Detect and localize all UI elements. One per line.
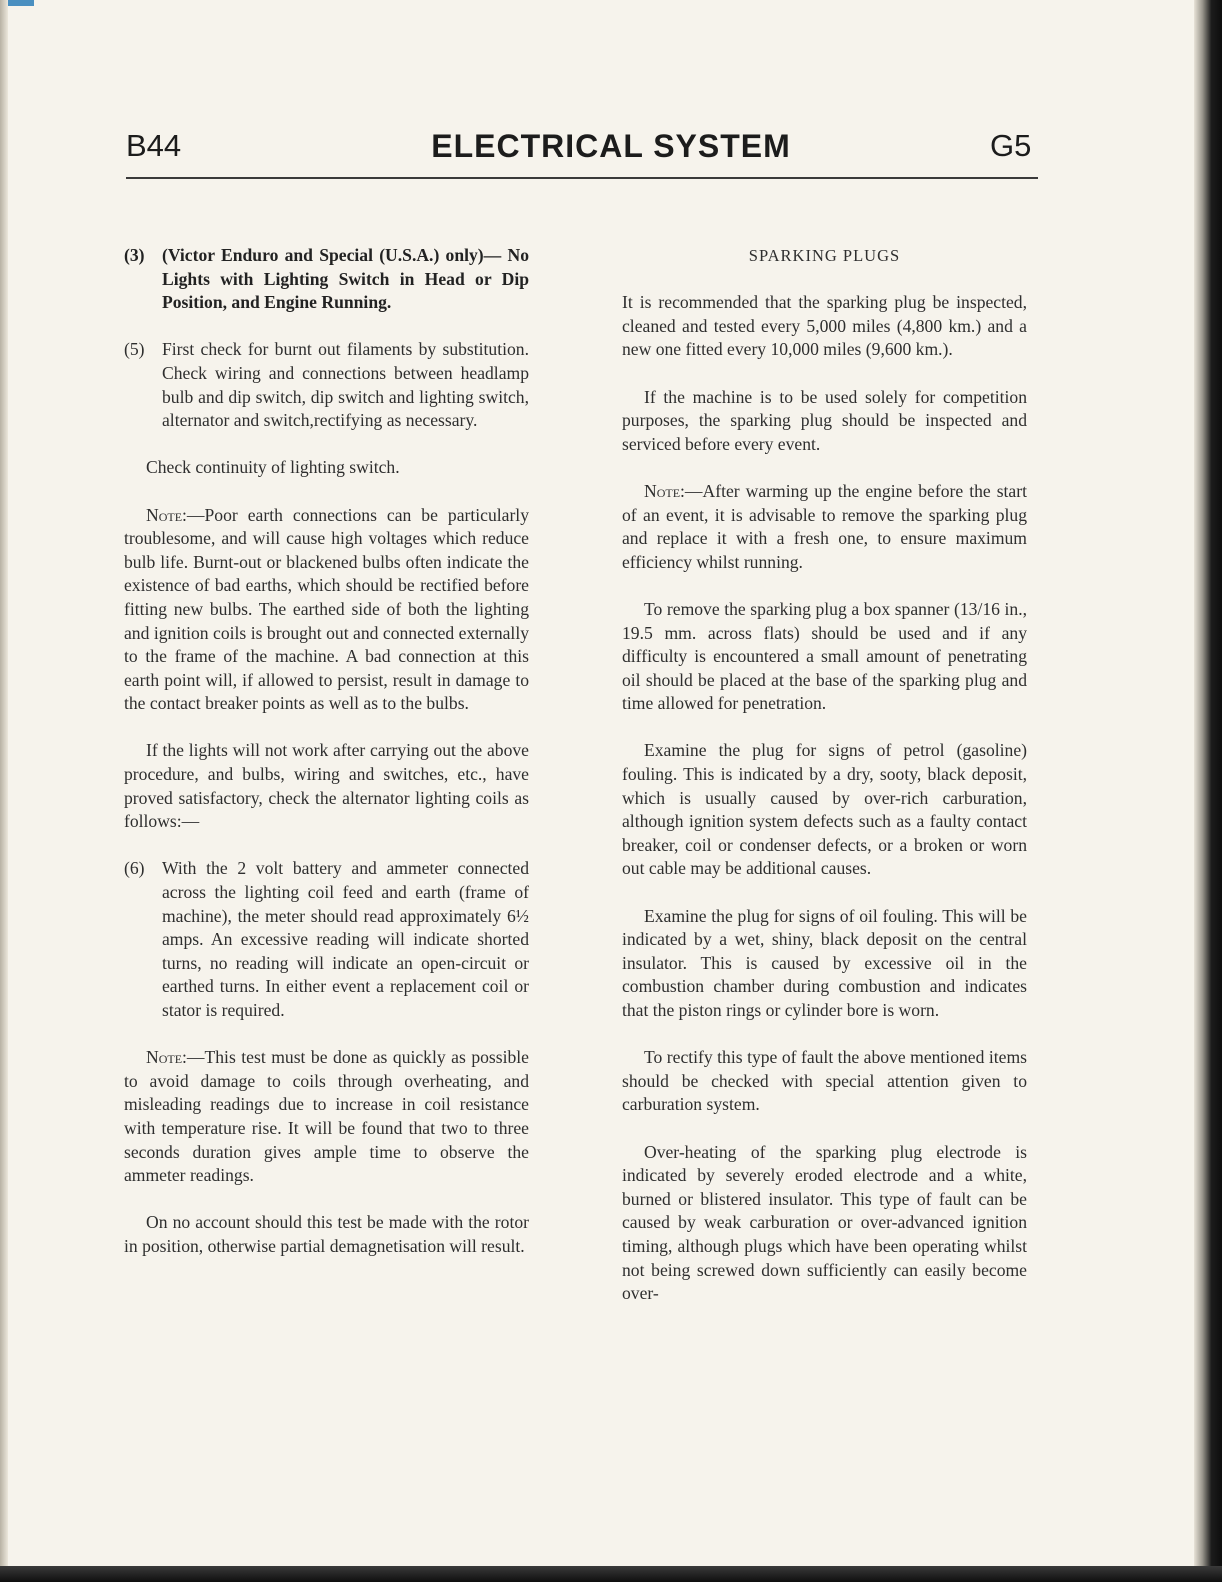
item-5-text: First check for burnt out filaments by substitution. Check wiring and connections between headlamp bulb and dip switch, dip switch and lighting switch, alternator and switch,rectifying as necessary. xyxy=(162,339,529,431)
item-3-number: (3) xyxy=(124,245,145,265)
note-text: —This test must be done as quickly as possible to avoid damage to coils through overheating, and misleading readings due to increase in coil resistance with temperature rise. It will be found that two to three seconds duration gives ample time to observe the ammeter readings. xyxy=(124,1047,529,1186)
note-text: —Poor earth connections can be particularly troublesome, and will cause high voltages which reduce bulb life. Burnt-out or blackened bulbs often indicate the existence of bad earths, which should be rectified before fitting new bulbs. The earthed side of both the lighting and ignition coils is brought out and connected externally to the frame of the machine. A bad connection at this earth point will, if allowed to persist, result in damage to the contact breaker points as well as to the bulbs. xyxy=(124,504,529,714)
item-6-text: With the 2 volt battery and ammeter connected across the lighting coil feed and earth (frame of machine), the meter should read approximately 6½ amps. An excessive reading will indicate shorted turns, no reading will indicate an open-circuit or earthed turns. In either event a replacement coil or stator is required. xyxy=(162,858,529,1020)
scan-bottom-edge xyxy=(0,1566,1222,1582)
paragraph-oil-fouling: Examine the plug for signs of oil fouling. This will be indicated by a wet, shiny, black deposit on the central insulator. This is caused by excessive oil in the combustion chamber during combustion and indicates that the piston rings or cylinder bore is worn. xyxy=(622,905,1027,1020)
paragraph-overheating: Over-heating of the sparking plug electrode is indicated by severely eroded electrode and a white, burned or blistered insulator. This type of fault can be caused by weak carburation or over-advanced ignition timing, although plugs which have been operating whilst not being screwed down sufficiently can easily become over- xyxy=(622,1141,1027,1304)
section-heading-sparking-plugs: SPARKING PLUGS xyxy=(748,246,901,265)
header-rule xyxy=(126,177,1038,179)
paragraph-competition: If the machine is to be used solely for competition purposes, the sparking plug should be inspected and serviced before every event. xyxy=(622,386,1027,454)
page-code-left: B44 xyxy=(126,128,182,163)
rotor-paragraph: On no account should this test be made with the rotor in position, otherwise partial demagnetisation will result. xyxy=(124,1212,529,1256)
continuity-paragraph: Check continuity of lighting switch. xyxy=(146,457,400,478)
lights-paragraph: If the lights will not work after carrying out the above procedure, and bulbs, wiring and switches, etc., have proved satisfactory, check the alternator lighting coils as follows:— xyxy=(124,740,529,832)
paragraph-rectify: To rectify this type of fault the above mentioned items should be checked with special attention given to carburation system. xyxy=(622,1047,1027,1115)
page-title: ELECTRICAL SYSTEM xyxy=(431,128,791,164)
paragraph-removal: To remove the sparking plug a box spanner (13/16 in., 19.5 mm. across flats) should be used and if any difficulty is encountered a small amount of penetrating oil should be placed at the base of the sparking plug and time allowed for penetration. xyxy=(622,598,1027,714)
note-test-duration xyxy=(124,1046,529,1188)
item-3-heading: (Victor Enduro and Special (U.S.A.) only)— No Lights with Lighting Switch in Head or Dip Position, and Engine Running. xyxy=(162,245,529,313)
note-text: —After warming up the engine before the start of an event, it is advisable to remove the sparking plug and replace it with a fresh one, to ensure maximum efficiency whilst running. xyxy=(622,480,1027,572)
item-6 xyxy=(124,857,529,1022)
note-earth-connections xyxy=(124,504,529,716)
book-spine-edge xyxy=(1194,0,1222,1582)
paragraph-petrol-fouling: Examine the plug for signs of petrol (gasoline) fouling. This is indicated by a dry, sooty, black deposit, which is usually caused by over-rich carburation, although ignition system defects such as a faulty contact breaker, coil or condenser defects, or a broken or worn out cable may be additional causes. xyxy=(622,740,1027,879)
item-5-number: (5) xyxy=(124,339,145,360)
note-label: Note: xyxy=(146,1047,187,1068)
item-5 xyxy=(124,338,529,432)
scan-left-edge xyxy=(0,0,8,1582)
note-warming-up xyxy=(622,480,1027,574)
item-6-number: (6) xyxy=(124,858,145,879)
note-label: Note: xyxy=(146,504,187,525)
right-column xyxy=(622,244,1027,1306)
page-code-right: G5 xyxy=(990,128,1032,163)
left-column xyxy=(124,244,529,1259)
note-label: Note: xyxy=(644,480,685,501)
paragraph-inspection: It is recommended that the sparking plug be inspected, cleaned and tested every 5,000 miles (4,800 km.) and a new one fitted every 10,000 miles (9,600 km.). xyxy=(622,292,1027,360)
item-3 xyxy=(124,244,529,315)
